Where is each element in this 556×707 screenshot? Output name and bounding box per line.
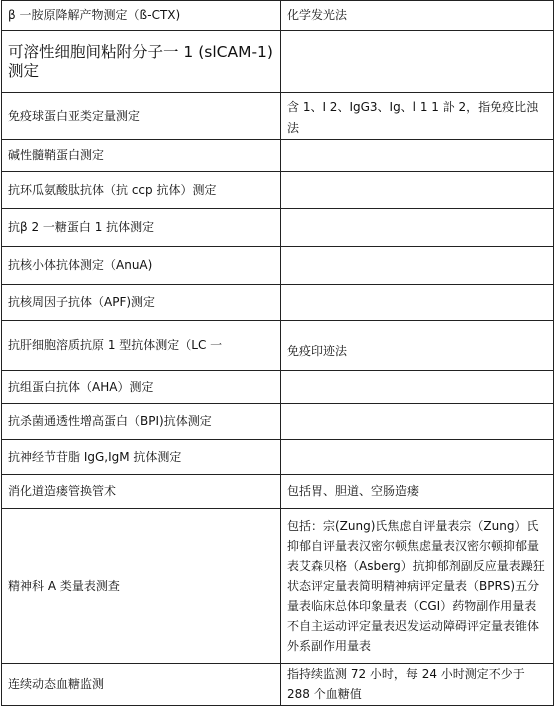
table-row xyxy=(2,663,554,705)
test-name: 碱性髓鞘蛋白测定 xyxy=(2,140,281,172)
test-name: 抗β 2 一糖蛋白 1 抗体测定 xyxy=(2,208,281,246)
table-row xyxy=(2,140,554,172)
table-row xyxy=(2,31,554,93)
test-name: 消化道造瘘管换管术 xyxy=(2,475,281,509)
method-note xyxy=(281,404,554,440)
table-row xyxy=(2,440,554,475)
fee-item-table xyxy=(1,0,554,706)
table-row xyxy=(2,475,554,509)
method-note xyxy=(281,370,554,403)
test-name: β 一胺原降解产物测定（ß-CTX) xyxy=(2,1,281,31)
method-note xyxy=(281,440,554,475)
test-name: 抗肝细胞溶质抗原 1 型抗体测定（LC 一 xyxy=(2,320,281,370)
table-row xyxy=(2,284,554,320)
test-name: 抗组蛋白抗体（AHA）测定 xyxy=(2,370,281,403)
method-note: 免疫印迹法 xyxy=(281,320,554,370)
table-row xyxy=(2,404,554,440)
test-name: 抗环瓜氨酸肽抗体（抗 ccp 抗体）测定 xyxy=(2,172,281,208)
method-note xyxy=(281,246,554,284)
test-name: 可溶性细胞间粘附分子一 1 (slCAM-1) 测定 xyxy=(2,31,281,93)
table-row xyxy=(2,320,554,370)
test-name: 连续动态血糖监测 xyxy=(2,663,281,705)
table-row xyxy=(2,172,554,208)
method-note xyxy=(281,208,554,246)
test-name: 抗杀菌通透性增高蛋白（BPI)抗体测定 xyxy=(2,404,281,440)
table-row xyxy=(2,509,554,663)
method-note xyxy=(281,31,554,93)
test-name: 抗神经节苷脂 IgG,IgM 抗体测定 xyxy=(2,440,281,475)
test-name: 抗核小体抗体测定（AnuA) xyxy=(2,246,281,284)
method-note: 包括胃、胆道、空肠造瘘 xyxy=(281,475,554,509)
test-name: 免疫球蛋白亚类定量测定 xyxy=(2,93,281,140)
table-row xyxy=(2,246,554,284)
table-row xyxy=(2,208,554,246)
table-row xyxy=(2,93,554,140)
method-note: 化学发光法 xyxy=(281,1,554,31)
method-note: 包括：宗(Zung)氏焦虑自评量表宗（Zung）氏抑郁自评量表汉密尔顿焦虑量表汉密尔顿抑郁量表艾森贝格（Asberg）抗抑郁剂副反应量表躁狂状态评定量表简明精神病评定量表（BPRS)五分量表临床总体印象量表（CGI）药物副作用量表不自主运动评定量表迟发运动障碍评定量表锥体外系副作用量表 xyxy=(281,509,554,663)
test-name: 抗核周因子抗体（APF)测定 xyxy=(2,284,281,320)
method-note: 含 1、I 2、IgG3、Ig、l 1 1 訃 2，指免疫比浊法 xyxy=(281,93,554,140)
test-name: 精神科 A 类量表测查 xyxy=(2,509,281,663)
table-row xyxy=(2,1,554,31)
method-note xyxy=(281,284,554,320)
method-note xyxy=(281,172,554,208)
method-note xyxy=(281,140,554,172)
table-row xyxy=(2,370,554,403)
method-note: 指持续监测 72 小时，每 24 小时测定不少于 288 个血糖值 xyxy=(281,663,554,705)
